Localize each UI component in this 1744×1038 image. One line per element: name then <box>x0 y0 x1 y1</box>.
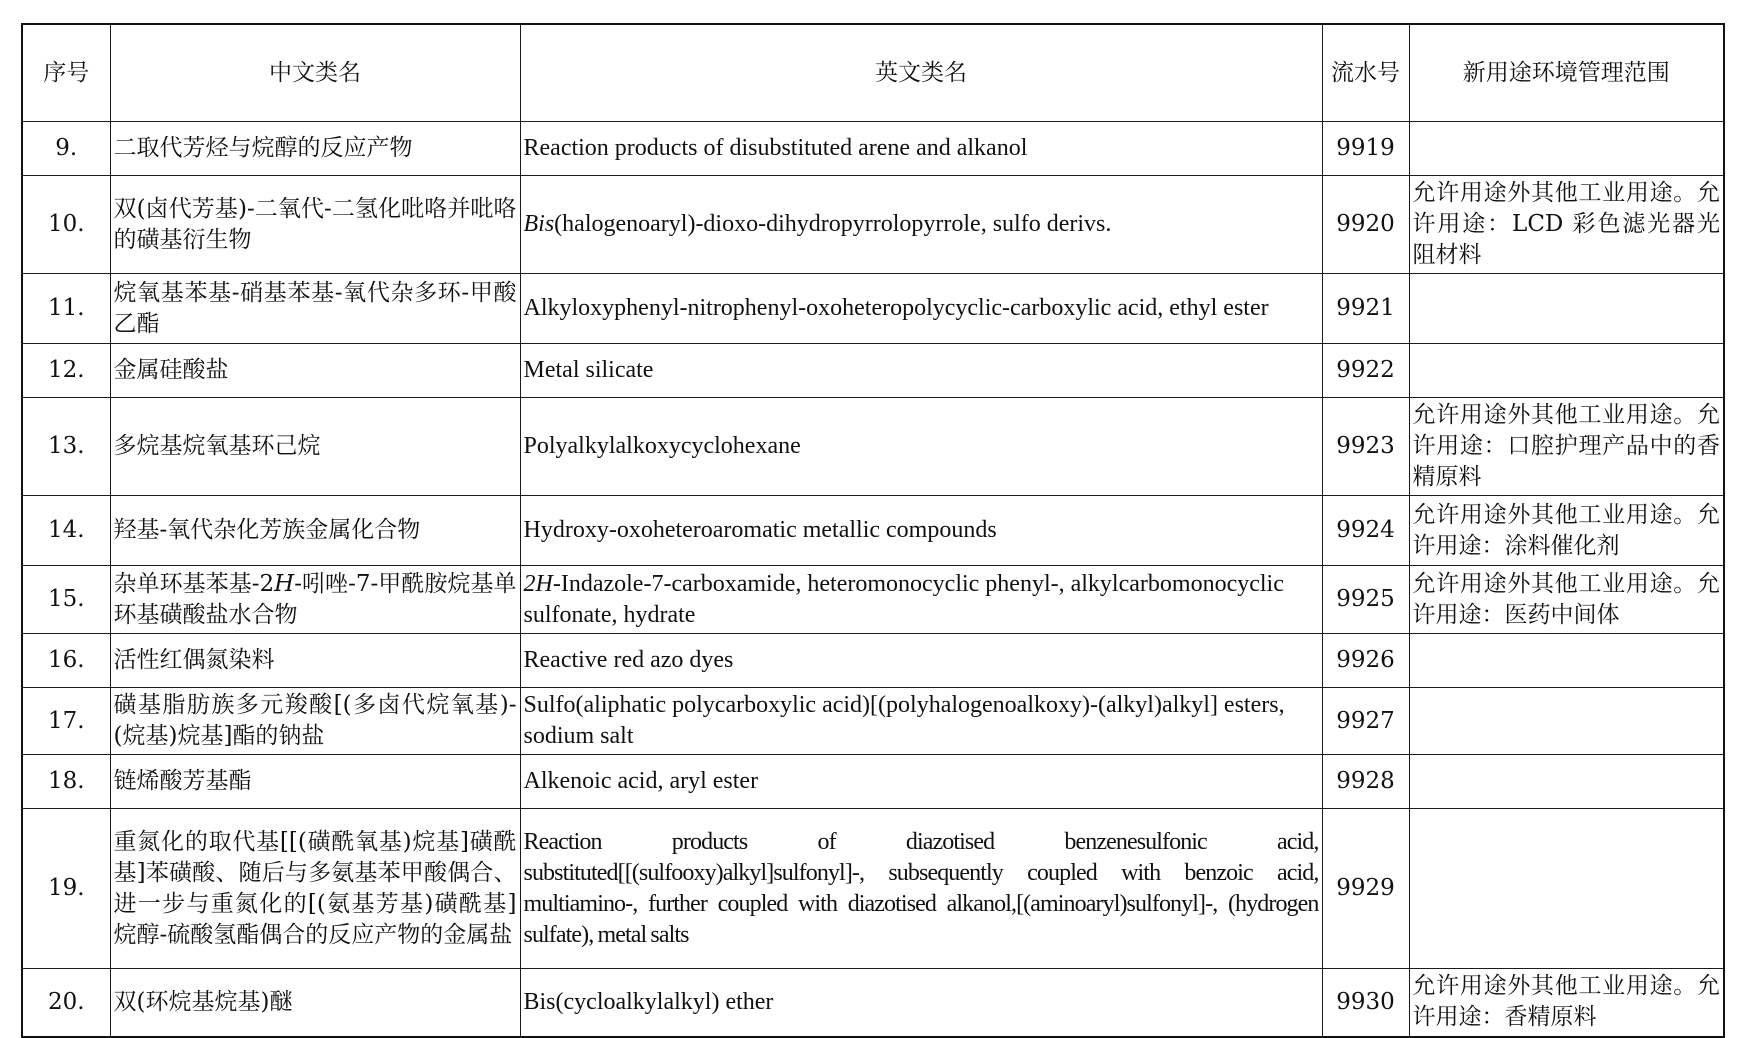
english-name-text: -Indazole-7-carboxamide, heteromonocyclic phenyl-, alkylcarbomonocyclic sulfonate, hydrate <box>523 570 1284 628</box>
serial-number-cell: 9919 <box>1322 122 1409 176</box>
scope-cell: 允许用途外其他工业用途。允许用途：涂料催化剂 <box>1409 496 1724 566</box>
serial-number-cell: 9923 <box>1322 398 1409 496</box>
english-name-text: Reaction products of disubstituted arene and alkanol <box>523 135 1028 161</box>
row-number: 14. <box>22 496 110 566</box>
serial-number-cell: 9922 <box>1322 344 1409 398</box>
scope-cell: 允许用途外其他工业用途。允许用途：医药中间体 <box>1409 566 1724 634</box>
row-number: 16. <box>22 634 110 688</box>
chinese-name-cell: 重氮化的取代基[[(磺酰氧基)烷基]磺酰基]苯磺酸、随后与多氨基苯甲酸偶合、进一步与重氮化的[(氨基芳基)磺酰基]烷醇-硫酸氢酯偶合的反应产物的金属盐 <box>110 809 520 969</box>
scope-cell: 允许用途外其他工业用途。允许用途：口腔护理产品中的香精原料 <box>1409 398 1724 496</box>
serial-number-cell: 9926 <box>1322 634 1409 688</box>
serial-number-cell: 9925 <box>1322 566 1409 634</box>
row-number: 19. <box>22 809 110 969</box>
scope-cell <box>1409 755 1724 809</box>
table-row <box>22 688 1724 755</box>
table-row <box>22 344 1724 398</box>
table-row <box>22 755 1724 809</box>
table-row <box>22 176 1724 274</box>
serial-number-cell: 9930 <box>1322 969 1409 1037</box>
chinese-name-cell: 双(卤代芳基)-二氧代-二氢化吡咯并吡咯的磺基衍生物 <box>110 176 520 274</box>
serial-number-cell: 9921 <box>1322 274 1409 344</box>
english-name-cell <box>520 688 1322 755</box>
chinese-name-cell: 多烷基烷氧基环己烷 <box>110 398 520 496</box>
table-row <box>22 122 1724 176</box>
chemical-list-table <box>21 23 1725 1038</box>
scope-cell: 允许用途外其他工业用途。允许用途：LCD 彩色滤光器光阻材料 <box>1409 176 1724 274</box>
scope-cell: 允许用途外其他工业用途。允许用途：香精原料 <box>1409 969 1724 1037</box>
table-row <box>22 969 1724 1037</box>
row-number: 17. <box>22 688 110 755</box>
table-row <box>22 566 1724 634</box>
chinese-name-cell: 双(环烷基烷基)醚 <box>110 969 520 1037</box>
english-name-prefix: Bis <box>523 211 555 237</box>
serial-number-cell: 9924 <box>1322 496 1409 566</box>
serial-number-cell: 9929 <box>1322 809 1409 969</box>
scope-cell <box>1409 122 1724 176</box>
english-name-text: Polyalkylalkoxycyclohexane <box>523 433 801 459</box>
english-name-text: Reaction products of diazotised benzenesulfonic acid, substituted[[(sulfooxy)alkyl]sulfonyl]-, subsequently coupled with benzoic acid, multiamino-, further coupled with diazotised alkanol,[(aminoaryl)sulfonyl]-, (hydrogen sulfate), metal salts <box>523 828 1319 948</box>
row-number: 18. <box>22 755 110 809</box>
chinese-name-cell: 链烯酸芳基酯 <box>110 755 520 809</box>
chinese-name-cell: 金属硅酸盐 <box>110 344 520 398</box>
header-scope: 新用途环境管理范围 <box>1409 24 1724 122</box>
english-name-text: Sulfo(aliphatic polycarboxylic acid)[(polyhalogenoalkoxy)-(alkyl)alkyl] esters, sodium salt <box>523 692 1285 749</box>
chinese-name-italic-part: H <box>274 570 295 597</box>
serial-number-cell: 9928 <box>1322 755 1409 809</box>
english-name-text: Alkyloxyphenyl-nitrophenyl-oxoheteropolycyclic-carboxylic acid, ethyl ester <box>523 295 1269 321</box>
chinese-name-part: 杂单环基苯基-2 <box>113 570 275 597</box>
header-english-name: 英文类名 <box>520 24 1322 122</box>
english-name-text: Bis(cycloalkylalkyl) ether <box>523 988 774 1015</box>
header-no: 序号 <box>22 24 110 122</box>
english-name-cell <box>520 969 1322 1037</box>
english-name-text: (halogenoaryl)-dioxo-dihydropyrrolopyrrole, sulfo derivs. <box>554 211 1112 237</box>
scope-cell <box>1409 274 1724 344</box>
header-chinese-name: 中文类名 <box>110 24 520 122</box>
english-name-cell <box>520 398 1322 496</box>
english-name-cell <box>520 496 1322 566</box>
english-name-cell <box>520 344 1322 398</box>
chinese-name-cell: 烷氧基苯基-硝基苯基-氧代杂多环-甲酸乙酯 <box>110 274 520 344</box>
chinese-name-cell: 二取代芳烃与烷醇的反应产物 <box>110 122 520 176</box>
scope-cell <box>1409 344 1724 398</box>
scope-cell <box>1409 688 1724 755</box>
english-name-cell <box>520 809 1322 969</box>
table-row <box>22 274 1724 344</box>
serial-number-cell: 9920 <box>1322 176 1409 274</box>
table-header-row <box>22 24 1724 122</box>
row-number: 13. <box>22 398 110 496</box>
english-name-text: Alkenoic acid, aryl ester <box>523 768 759 794</box>
english-name-text: Reactive red azo dyes <box>523 647 734 673</box>
english-name-prefix: 2H <box>523 570 553 597</box>
scope-cell <box>1409 809 1724 969</box>
table-row <box>22 398 1724 496</box>
row-number: 15. <box>22 566 110 634</box>
chinese-name-part: -吲唑-7-甲酰胺烷基单环基磺酸盐水合物 <box>113 570 517 628</box>
english-name-cell <box>520 634 1322 688</box>
chinese-name-cell: 磺基脂肪族多元羧酸[(多卤代烷氧基)-(烷基)烷基]酯的钠盐 <box>110 688 520 755</box>
english-name-cell <box>520 566 1322 634</box>
english-name-cell <box>520 122 1322 176</box>
chinese-name-cell: 活性红偶氮染料 <box>110 634 520 688</box>
row-number: 9. <box>22 122 110 176</box>
row-number: 11. <box>22 274 110 344</box>
chinese-name-cell: 羟基-氧代杂化芳族金属化合物 <box>110 496 520 566</box>
row-number: 10. <box>22 176 110 274</box>
header-serial: 流水号 <box>1322 24 1409 122</box>
scope-cell <box>1409 634 1724 688</box>
english-name-text: Metal silicate <box>523 357 654 383</box>
english-name-cell <box>520 176 1322 274</box>
row-number: 12. <box>22 344 110 398</box>
english-name-cell <box>520 755 1322 809</box>
chinese-name-cell <box>110 566 520 634</box>
row-number: 20. <box>22 969 110 1037</box>
english-name-cell <box>520 274 1322 344</box>
serial-number-cell: 9927 <box>1322 688 1409 755</box>
english-name-text: Hydroxy-oxoheteroaromatic metallic compounds <box>523 517 997 543</box>
table-row <box>22 634 1724 688</box>
table-row <box>22 496 1724 566</box>
table-row <box>22 809 1724 969</box>
